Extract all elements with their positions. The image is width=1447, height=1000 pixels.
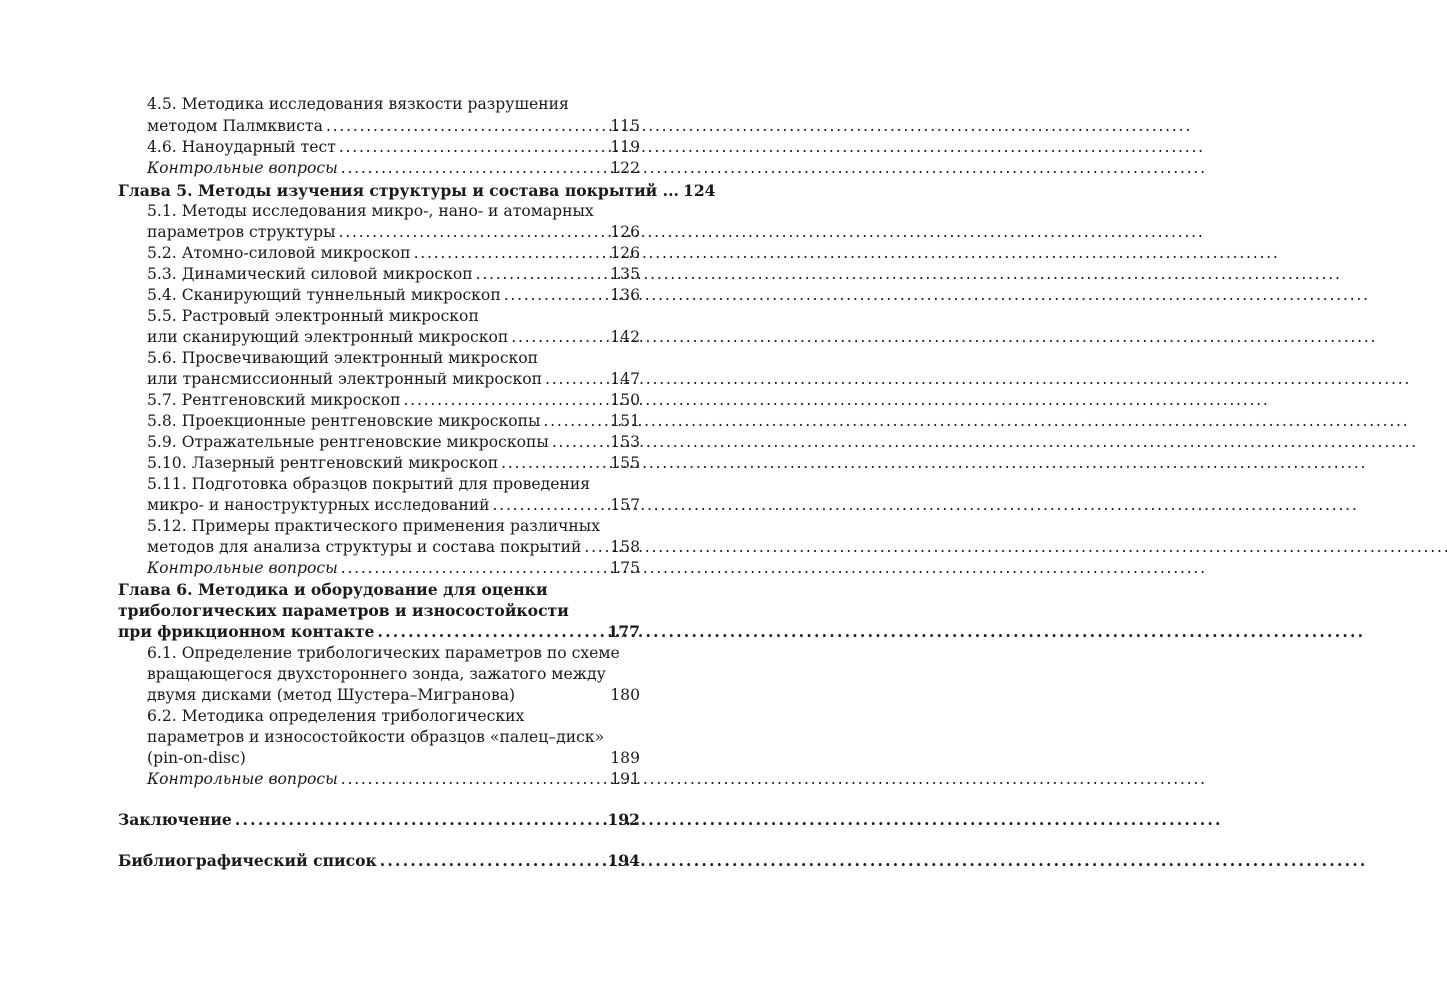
toc-entry-title: Глава 5. Методы изучения структуры и состава покрытий ... (118, 181, 679, 200)
dot-leader (549, 432, 606, 453)
toc-page-number: 126 (610, 244, 640, 262)
toc-entry-title: (pin-on-disc) (147, 749, 246, 767)
toc-entry-title: Контрольные вопросы (147, 770, 338, 788)
toc-entry-title: 4.5. Методика исследования вязкости разрушения (147, 95, 569, 113)
toc-page-number: 119 (610, 138, 640, 156)
toc-section-line (147, 243, 640, 264)
toc-entry-title: двумя дисками (метод Шустера–Мигранова) (147, 686, 516, 704)
toc-page-number: 115 (610, 117, 640, 135)
toc-section-line (147, 643, 640, 664)
toc-page-number: 180 (610, 686, 640, 704)
toc-page-number: 136 (610, 286, 640, 304)
toc-section-line (147, 474, 640, 495)
dot-leader (569, 600, 636, 621)
toc-chapter-line (118, 180, 716, 201)
toc-page-number: 135 (610, 265, 640, 283)
dot-leader (490, 495, 607, 516)
toc-entry-title: Библиографический список (118, 851, 377, 870)
toc-entry-title: 5.3. Динамический силовой микроскоп (147, 265, 473, 283)
toc-entry-title: при фрикционном контакте (118, 622, 375, 641)
toc-entry-title: микро- и наноструктурных исследований (147, 496, 490, 514)
toc-page-number: 177 (607, 622, 640, 641)
toc-entry-title: 5.11. Подготовка образцов покрытий для проведения (147, 475, 591, 493)
dot-leader (338, 769, 606, 790)
dot-leader (232, 809, 604, 830)
toc-entry-title: 5.8. Проекционные рентгеновские микроскопы (147, 412, 541, 430)
dot-leader (498, 453, 606, 474)
dot-leader (508, 327, 606, 348)
toc-entry-title: Контрольные вопросы (147, 559, 338, 577)
dot-leader (538, 348, 636, 369)
toc-entry-title: Контрольные вопросы (147, 159, 338, 177)
toc-questions-line (147, 769, 640, 790)
toc-entry-title: 5.10. Лазерный рентгеновский микроскоп (147, 454, 499, 472)
toc-entry-title: 5.5. Растровый электронный микроскоп (147, 307, 479, 325)
toc-section-line (147, 706, 640, 727)
toc-section-line (147, 664, 640, 685)
toc-page-number: 194 (607, 851, 640, 870)
toc-entry-title: 5.1. Методы исследования микро-, нано- и атомарных (147, 202, 594, 220)
toc-page-number: 142 (610, 328, 640, 346)
toc-page-number: 153 (610, 433, 640, 451)
toc-entry-title: 5.12. Примеры практического применения различных (147, 517, 600, 535)
toc-entry-title: 6.2. Методика определения трибологических (147, 707, 525, 725)
toc-page-number: 175 (610, 559, 640, 577)
toc-chapter-line (118, 579, 640, 600)
toc-chapter-line (118, 600, 640, 621)
dot-leader (542, 369, 606, 390)
toc-entry-title: 5.7. Рентгеновский микроскоп (147, 391, 401, 409)
dot-leader (401, 390, 607, 411)
dot-leader (590, 474, 636, 495)
toc-section-line (147, 348, 640, 369)
dot-leader (479, 306, 636, 327)
toc-entry-title: или трансмиссионный электронный микроскоп (147, 370, 543, 388)
dot-leader (336, 137, 606, 158)
toc-section-line (147, 453, 640, 474)
dot-leader (473, 264, 607, 285)
dot-leader (524, 706, 636, 727)
toc-section-line (147, 116, 640, 137)
toc-entry-title: методом Палмквиста (147, 117, 323, 135)
toc-section-line (147, 285, 640, 306)
toc-page-number: 191 (610, 770, 640, 788)
toc-section-line (147, 411, 640, 432)
toc-section-line (147, 516, 640, 537)
toc-page-number: 150 (610, 391, 640, 409)
dot-leader (594, 201, 636, 222)
toc-section-line (147, 432, 640, 453)
toc-section-line (147, 495, 640, 516)
dot-leader (501, 285, 607, 306)
dot-leader (411, 243, 607, 264)
dot-leader (581, 537, 606, 558)
dot-leader (515, 685, 606, 706)
toc-entry-title: трибологических параметров и износостойкости (118, 601, 569, 620)
toc-section-line (147, 748, 640, 769)
toc-entry-title: Заключение (118, 810, 232, 829)
toc-section-line (147, 94, 640, 115)
toc-entry-title: 5.9. Отражательные рентгеновские микроскопы (147, 433, 549, 451)
dot-leader (377, 850, 604, 871)
dot-leader (336, 222, 607, 243)
toc-chapter-line (118, 809, 640, 830)
toc-section-line (147, 306, 640, 327)
toc-page-number: 147 (610, 370, 640, 388)
toc-section-line (147, 222, 640, 243)
toc-section-line (147, 727, 640, 748)
dot-leader (620, 643, 636, 664)
toc-section-line (147, 327, 640, 348)
dot-leader (548, 579, 636, 600)
toc-entry-title: 5.4. Сканирующий туннельный микроскоп (147, 286, 501, 304)
toc-page-number: 158 (610, 538, 640, 556)
toc-chapter-line (118, 850, 640, 871)
toc-questions-line (147, 558, 640, 579)
toc-page-number: 122 (610, 159, 640, 177)
toc-page-number: 126 (610, 223, 640, 241)
toc-section-line (147, 264, 640, 285)
toc-page-number: 157 (610, 496, 640, 514)
toc-entry-title: 6.1. Определение трибологических параметров по схеме (147, 644, 620, 662)
dot-leader (374, 621, 603, 642)
toc-entry-title: Глава 6. Методика и оборудование для оценки (118, 580, 548, 599)
toc-entry-title: или сканирующий электронный микроскоп (147, 328, 509, 346)
toc-page-number: 151 (610, 412, 640, 430)
toc-section-line (147, 137, 640, 158)
dot-leader (338, 558, 606, 579)
toc-section-line (147, 685, 640, 706)
dot-leader (246, 748, 606, 769)
toc-section-line (147, 201, 640, 222)
dot-leader (600, 516, 636, 537)
toc-section-line (147, 537, 640, 558)
toc-entry-title: параметров структуры (147, 223, 336, 241)
toc-entry-title: 5.2. Атомно-силовой микроскоп (147, 244, 411, 262)
dot-leader (606, 664, 636, 685)
toc-section-line (147, 369, 640, 390)
dot-leader (338, 158, 606, 179)
dot-leader (323, 116, 606, 137)
toc-entry-title: методов для анализа структуры и состава покрытий (147, 538, 582, 556)
toc-chapter-line (118, 621, 640, 642)
toc-entry-title: параметров и износостойкости образцов «палец–диск» (147, 728, 605, 746)
toc-section-line (147, 390, 640, 411)
toc-entry-title: вращающегося двухстороннего зонда, зажатого между (147, 665, 606, 683)
toc-page-number: 189 (610, 749, 640, 767)
toc-entry-title: 4.6. Наноударный тест (147, 138, 336, 156)
toc-questions-line (147, 158, 640, 179)
toc-page-number: 192 (607, 810, 640, 829)
dot-leader (569, 94, 636, 115)
dot-leader (540, 411, 606, 432)
toc-page-number: 124 (682, 181, 716, 200)
dot-leader (604, 727, 636, 748)
toc-page-number: 155 (610, 454, 640, 472)
toc-entry-title: 5.6. Просвечивающий электронный микроскоп (147, 349, 539, 367)
